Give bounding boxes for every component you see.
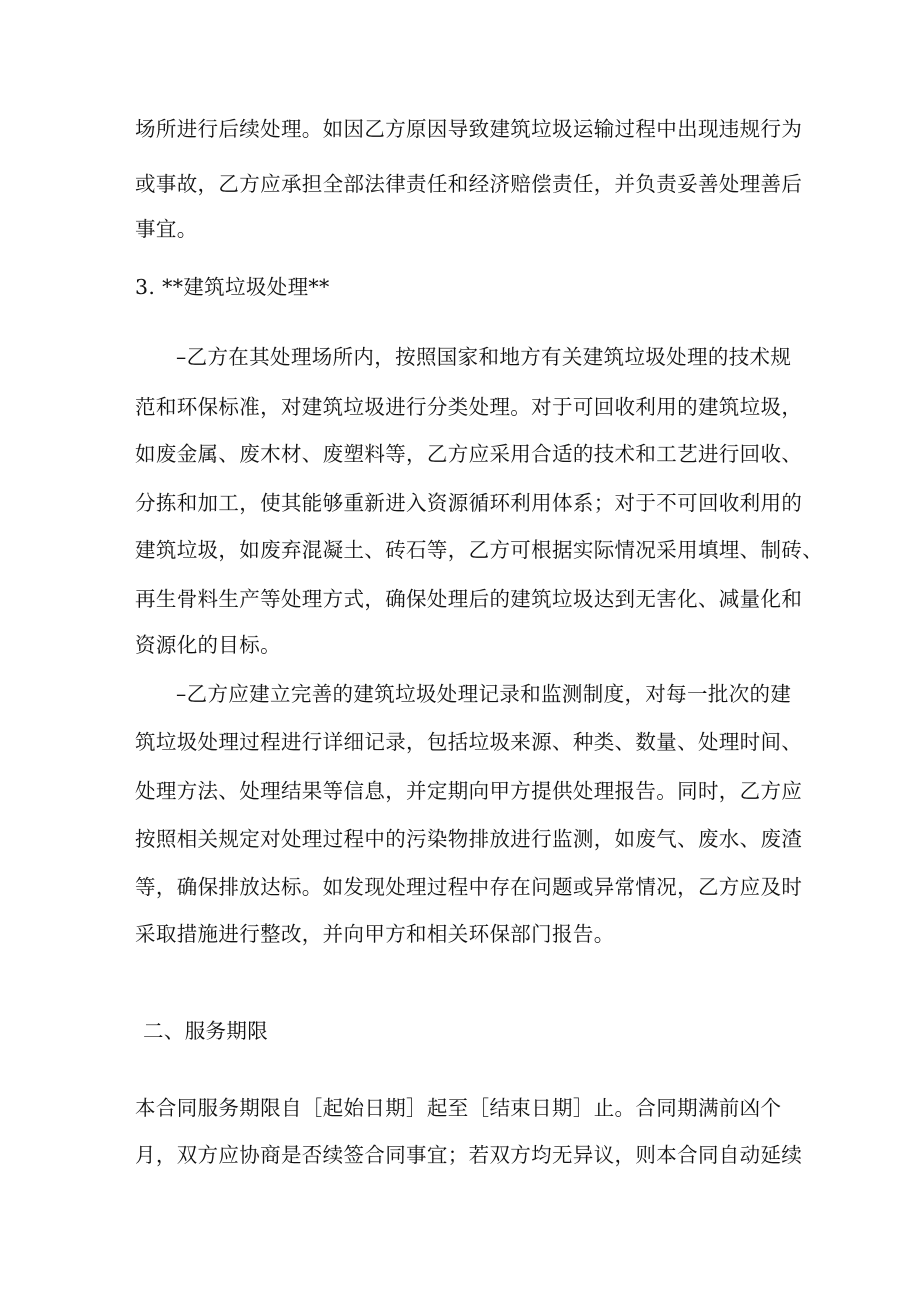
text-line: –乙方在其处理场所内，按照国家和地方有关建筑垃圾处理的技术规 [176,345,792,369]
text-line: –乙方应建立完善的建筑垃圾处理记录和监测制度，对每一批次的建 [176,682,792,706]
text-line: 事宜。 [135,217,198,241]
text-line: 处理方法、处理结果等信息，并定期向甲方提供处理报告。同时，乙方应 [135,779,803,803]
text-line: 月，双方应协商是否续签合同事宜；若双方均无异议，则本合同自动延续 [135,1143,803,1167]
text-line: 采取措施进行整改，并向甲方和相关环保部门报告。 [135,922,615,946]
text-line: 资源化的目标。 [135,633,281,657]
text-line: 等，确保排放达标。如发现处理过程中存在问题或异常情况，乙方应及时 [135,875,803,899]
text-line: 建筑垃圾，如废弃混凝土、砖石等，乙方可根据实际情况采用填埋、制砖、 [135,538,824,562]
text-line: 筑垃圾处理过程进行详细记录，包括垃圾来源、种类、数量、处理时间、 [135,730,803,754]
text-line: 分拣和加工，使其能够重新进入资源循环利用体系；对于不可回收利用的 [135,491,803,515]
text-line: 再生骨料生产等处理方式，确保处理后的建筑垃圾达到无害化、减量化和 [135,587,803,611]
text-line: 如废金属、废木材、废塑料等，乙方应采用合适的技术和工艺进行回收、 [135,442,803,466]
section-3-heading: 3. **建筑垃圾处理** [135,275,330,299]
text-line: 场所进行后续处理。如因乙方原因导致建筑垃圾运输过程中出现违规行为 [135,117,803,141]
text-line: 或事故，乙方应承担全部法律责任和经济赔偿责任，并负责妥善处理善后 [135,172,803,196]
text-line: 本合同服务期限自［起始日期］起至［结束日期］止。合同期满前凶个 [135,1096,782,1120]
text-line: 按照相关规定对处理过程中的污染物排放进行监测，如废气、废水、废渣 [135,827,803,851]
text-line: 范和环保标准，对建筑垃圾进行分类处理。对于可回收利用的建筑垃圾， [135,395,803,419]
section-2-heading: 二、服务期限 [143,1019,269,1043]
